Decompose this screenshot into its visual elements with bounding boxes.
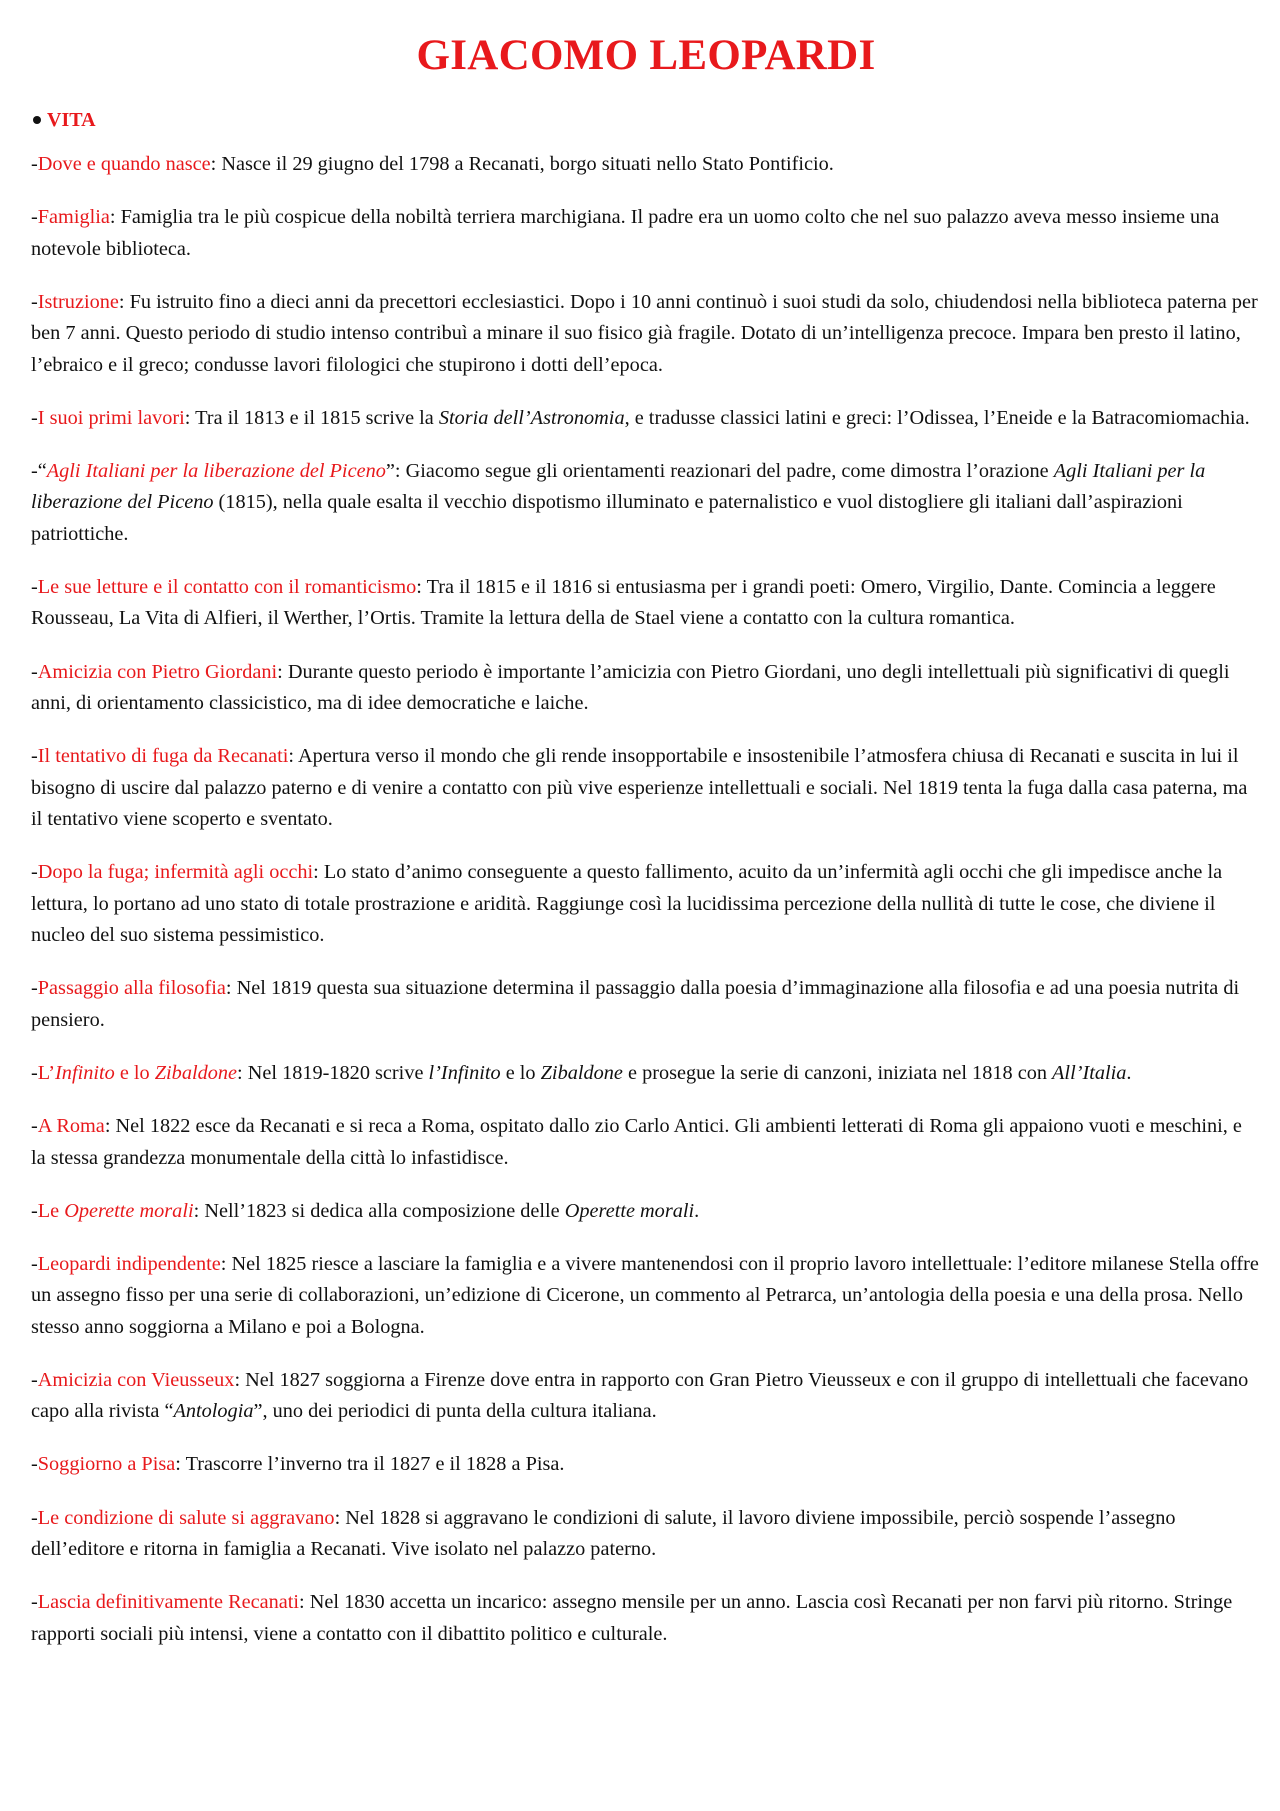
paragraph (31, 149, 1261, 181)
page-title: GIACOMO LEOPARDI (416, 32, 876, 79)
body-text: : Lo stato d’animo conseguente a questo fallimento, acuito da un’infermità agli occhi che gli impedisce anche la lettura, lo portano ad uno stato di totale prostrazione e aridità. Raggiunge così la lucidissima percezione della nullità di tutte le cose, che diviene il nucleo del suo sistema pessimistico. (31, 861, 1223, 947)
body-text: - (31, 977, 38, 1000)
body-text: -“ (31, 459, 47, 482)
body-text: : Nasce il 29 giugno del 1798 a Recanati, borgo situati nello Stato Pontificio. (210, 153, 834, 175)
topic-label: Amicizia con Pietro Giordani (37, 660, 278, 683)
paragraph (31, 403, 1261, 435)
body-text: : Fu istruito fino a dieci anni da precettori ecclesiastici. Dopo i 10 anni continuò i suoi studi da solo, chiudendosi nella biblioteca paterna per ben 7 anni. Questo periodo di studio intenso contribuì a minare il suo fisico già fragile. Dotato di un’intelligenza precoce. Impara ben presto il latino, l’ebraico e il greco; condusse lavori filologici che stupirono i dotti dell’epoca. (31, 290, 1258, 376)
body-text: e lo (500, 1061, 541, 1084)
body-text: - (31, 1453, 38, 1476)
paragraph (31, 657, 1261, 720)
body-text: : Tra il 1813 e il 1815 scrive la (184, 406, 439, 429)
body-text: . (694, 1199, 700, 1222)
paragraph (31, 973, 1261, 1036)
body-text: ”: Giacomo segue gli orientamenti reazionari del padre, come dimostra l’orazione (385, 459, 1054, 482)
body-text: - (31, 1368, 38, 1391)
body-text: Antologia (173, 1400, 254, 1423)
paragraph (31, 1365, 1261, 1428)
body-text: - (31, 575, 38, 598)
body-text: - (31, 153, 38, 175)
topic-label: Dove e quando nasce (37, 153, 211, 175)
topic-label: Leopardi indipendente (37, 1252, 221, 1275)
topic-label: Lascia definitivamente Recanati (37, 1591, 300, 1614)
section-heading (31, 106, 1261, 134)
body-text: : Tra il 1815 e il 1816 si entusiasma per i grandi poeti: Omero, Virgilio, Dante. Comincia a leggere Rousseau, La Vita di Alfieri, il Werther, l’Ortis. Tramite la lettura della de Stael viene a contatto con la cultura romantica. (31, 575, 1216, 630)
topic-label: L’ (37, 1061, 56, 1084)
body-text: : Apertura verso il mondo che gli rende insopportabile e insostenibile l’atmosfera chiusa di Recanati e suscita in lui il bisogno di uscire dal palazzo paterno e di venire a contatto con più vive esperienze intellettuali e sociali. Nel 1819 tenta la fuga dalla casa paterna, ma il tentativo viene scoperto e sventato. (31, 745, 1248, 831)
paragraph (31, 1058, 1261, 1090)
paragraph (31, 1587, 1261, 1650)
body-text: Operette morali (564, 1199, 695, 1222)
body-text: - (31, 1061, 38, 1084)
paragraph (31, 456, 1261, 551)
body-text: Agli Italiani per la liberazione del Piceno (31, 459, 1206, 514)
bullet-icon (33, 116, 41, 124)
paragraph (31, 1111, 1261, 1174)
topic-label: Infinito (55, 1061, 115, 1084)
paragraph (31, 1503, 1261, 1566)
body-text: - (31, 660, 38, 683)
paragraph (31, 1449, 1261, 1481)
body-text: - (31, 1506, 38, 1529)
body-text: (1815), nella quale esalta il vecchio dispotismo illuminato e paternalistico e vuol distogliere gli italiani dall’aspirazioni patriottiche. (31, 491, 1183, 545)
body-text: - (31, 406, 38, 429)
topic-label: Famiglia (37, 206, 110, 229)
topic-label: Dopo la fuga; infermità agli occhi (37, 861, 314, 884)
topic-label: Le condizione di salute si aggravano (37, 1506, 335, 1529)
topic-label: Il tentativo di fuga da Recanati (37, 745, 289, 768)
topic-label: Agli Italiani per la liberazione del Piceno (46, 459, 386, 482)
topic-label: Passaggio alla filosofia (37, 977, 226, 1000)
body-text: l’Infinito (428, 1061, 501, 1084)
body-text: - (31, 1115, 38, 1138)
paragraph (31, 1249, 1261, 1344)
body-text: All’Italia (1052, 1061, 1127, 1084)
body-text: : Nel 1827 soggiorna a Firenze dove entra in rapporto con Gran Pietro Vieusseux e con il gruppo di intellettuali che facevano capo alla rivista “ (31, 1368, 1249, 1423)
topic-label: Operette morali (64, 1199, 194, 1222)
section-label: VITA (47, 109, 96, 131)
body-text: : Nell’1823 si dedica alla composizione delle (193, 1199, 565, 1222)
topic-label: Amicizia con Vieusseux (37, 1368, 235, 1391)
body-text: : Nel 1825 riesce a lasciare la famiglia e a vivere mantenendosi con il proprio lavoro intellettuale: l’editore milanese Stella offre un assegno fisso per una serie di collaborazioni, un’edizione di Cicerone, un commento al Petrarca, un’antologia della poesia e una della prosa. Nello stesso anno soggiorna a Milano e poi a Bologna. (31, 1252, 1259, 1338)
body-text: e prosegue la serie di canzoni, iniziata nel 1818 con (622, 1061, 1053, 1084)
body-text: - (31, 290, 38, 313)
body-text: - (31, 861, 38, 884)
body-text: : Nel 1819-1820 scrive (237, 1061, 429, 1084)
body-text: . (1126, 1061, 1132, 1084)
topic-label: Le sue letture e il contatto con il romanticismo (37, 575, 417, 598)
topic-label: Zibaldone (154, 1061, 238, 1084)
body-text: , e tradusse classici latini e greci: l’Odissea, l’Eneide e la Batracomiomachia. (624, 406, 1250, 429)
body-text: Storia dell’Astronomia (438, 406, 625, 429)
paragraph (31, 1196, 1261, 1228)
document-page (31, 30, 1261, 1672)
paragraph (31, 741, 1261, 836)
paragraph (31, 857, 1261, 952)
body-text: : Trascorre l’inverno tra il 1827 e il 1828 a Pisa. (175, 1453, 565, 1476)
topic-label: e lo (114, 1061, 155, 1084)
body-text: : Famiglia tra le più cospicue della nobiltà terriera marchigiana. Il padre era un uomo colto che nel suo palazzo aveva messo insieme una notevole biblioteca. (31, 206, 1220, 260)
body-text: ”, uno dei periodici di punta della cultura italiana. (253, 1400, 657, 1423)
paragraph (31, 287, 1261, 382)
paragraph-list (31, 149, 1261, 1650)
body-text: : Nel 1819 questa sua situazione determina il passaggio dalla poesia d’immaginazione alla filosofia e ad una poesia nutrita di pensiero. (31, 977, 1240, 1031)
body-text: : Durante questo periodo è importante l’amicizia con Pietro Giordani, uno degli intellettuali più significativi di quegli anni, di orientamento classicistico, ma di idee democratiche e laiche. (31, 660, 1230, 715)
body-text: - (31, 206, 38, 229)
body-text: : Nel 1828 si aggravano le condizioni di salute, il lavoro diviene impossibile, perciò sospende l’assegno dell’editore e ritorna in famiglia a Recanati. Vive isolato nel palazzo paterno. (31, 1506, 1176, 1560)
topic-label: I suoi primi lavori (37, 406, 185, 429)
topic-label: Soggiorno a Pisa (37, 1453, 176, 1476)
paragraph (31, 202, 1261, 265)
topic-label: A Roma (37, 1115, 105, 1138)
body-text: - (31, 1252, 38, 1275)
body-text: - (31, 745, 38, 768)
body-text: : Nel 1830 accetta un incarico: assegno mensile per un anno. Lascia così Recanati per non farvi più ritorno. Stringe rapporti sociali più intensi, viene a contatto con il dibattito politico e culturale. (31, 1591, 1233, 1645)
paragraph (31, 572, 1261, 635)
topic-label: Istruzione (37, 290, 119, 313)
body-text: : Nel 1822 esce da Recanati e si reca a Roma, ospitato dallo zio Carlo Antici. Gli ambienti letterati di Roma gli appaiono vuoti e meschini, e la stessa grandezza monumentale della città lo infastidisce. (31, 1115, 1242, 1169)
topic-label: Le (37, 1199, 65, 1222)
body-text: - (31, 1591, 38, 1614)
body-text: Zibaldone (540, 1061, 623, 1084)
body-text: - (31, 1199, 38, 1222)
